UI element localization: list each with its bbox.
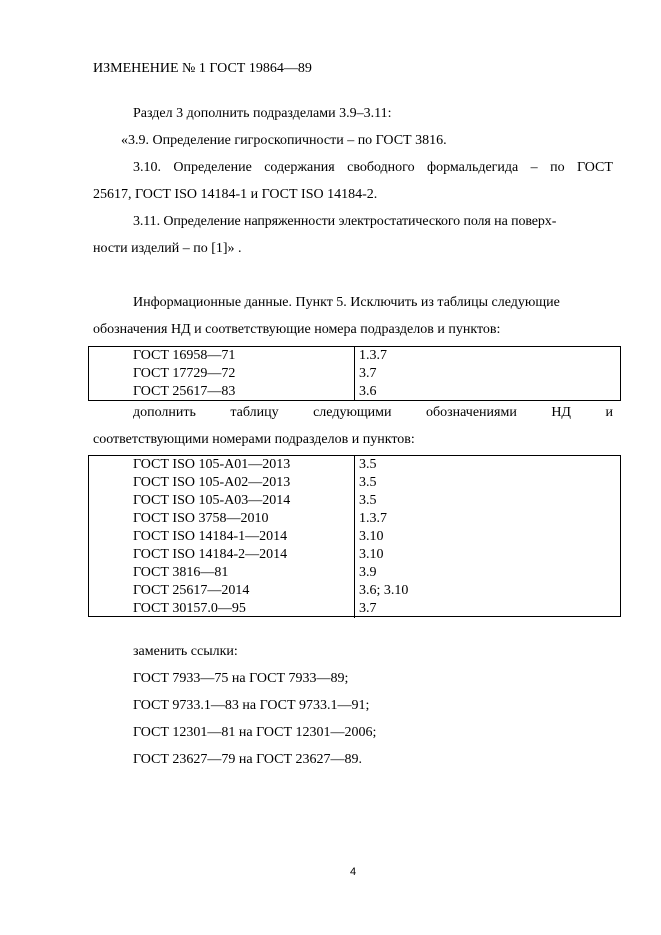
nd-cell: ГОСТ 25617—83	[88, 383, 355, 401]
add-line2: соответствующими номерами подразделов и пунктов:	[93, 432, 415, 447]
word: таблицу	[230, 405, 279, 420]
ref-cell: 3.7	[359, 366, 377, 381]
table-row	[88, 492, 621, 510]
word: Определение	[173, 160, 252, 175]
ref-cell: 3.7	[359, 601, 377, 616]
word: свободного	[347, 160, 415, 175]
word: 3.10.	[133, 160, 161, 175]
table-row	[88, 564, 621, 582]
nd-cell: ГОСТ 30157.0—95	[88, 600, 355, 618]
document-header: ИЗМЕНЕНИЕ № 1 ГОСТ 19864—89	[93, 61, 312, 76]
word: НД	[551, 405, 571, 420]
word: по	[550, 160, 565, 175]
word: и	[605, 405, 613, 420]
ref-cell: 1.3.7	[359, 511, 387, 526]
replace-item: ГОСТ 12301—81 на ГОСТ 12301—2006;	[133, 725, 377, 740]
replace-item: ГОСТ 23627—79 на ГОСТ 23627—89.	[133, 752, 363, 767]
replace-title: заменить ссылки:	[133, 644, 238, 659]
ref-cell: 3.10	[359, 529, 384, 544]
table-remove	[88, 347, 621, 401]
nd-cell: ГОСТ 3816—81	[88, 564, 355, 582]
word: содержания	[264, 160, 335, 175]
table-row	[88, 528, 621, 546]
ref-cell: 3.6; 3.10	[359, 583, 409, 598]
add-line1	[133, 404, 613, 422]
page-number: 4	[350, 866, 357, 878]
table-row	[88, 600, 621, 618]
item-3-11-line2: ности изделий – по [1]» .	[93, 241, 242, 256]
table-row	[88, 365, 621, 383]
word: –	[530, 160, 538, 175]
item-3-10-line2: 25617, ГОСТ ISO 14184-1 и ГОСТ ISO 14184-2.	[93, 187, 378, 202]
table-row	[88, 582, 621, 600]
ref-cell: 3.6	[359, 384, 377, 399]
nd-cell: ГОСТ ISO 105-A01—2013	[88, 456, 355, 474]
word: ГОСТ	[577, 160, 613, 175]
ref-cell: 3.5	[359, 457, 377, 472]
table-row	[88, 474, 621, 492]
info-line2: обозначения НД и соответствующие номера подразделов и пунктов:	[93, 322, 501, 337]
word: обозначениями	[426, 405, 517, 420]
nd-cell: ГОСТ 16958—71	[88, 347, 355, 365]
table-row	[88, 510, 621, 528]
nd-cell: ГОСТ ISO 14184-1—2014	[88, 528, 355, 546]
nd-cell: ГОСТ ISO 105-A02—2013	[88, 474, 355, 492]
ref-cell: 1.3.7	[359, 348, 387, 363]
ref-cell: 3.10	[359, 547, 384, 562]
nd-cell: ГОСТ 17729—72	[88, 365, 355, 383]
item-3-9: «3.9. Определение гигроскопичности – по ГОСТ 3816.	[121, 133, 447, 148]
section3-intro: Раздел 3 дополнить подразделами 3.9–3.11:	[133, 106, 392, 121]
table-row	[88, 456, 621, 474]
table-row	[88, 546, 621, 564]
ref-cell: 3.9	[359, 565, 377, 580]
table-row	[88, 383, 621, 401]
table-add	[88, 456, 621, 618]
nd-cell: ГОСТ ISO 14184-2—2014	[88, 546, 355, 564]
item-3-11-line1: 3.11. Определение напряженности электростатического поля на поверх-	[133, 214, 557, 229]
word: дополнить	[133, 405, 196, 420]
ref-cell: 3.5	[359, 493, 377, 508]
replace-item: ГОСТ 9733.1—83 на ГОСТ 9733.1—91;	[133, 698, 370, 713]
info-line1: Информационные данные. Пункт 5. Исключить из таблицы следующие	[133, 295, 560, 310]
word: следующими	[313, 405, 392, 420]
word: формальдегида	[427, 160, 519, 175]
nd-cell: ГОСТ 25617—2014	[88, 582, 355, 600]
item-3-10-line1	[133, 159, 613, 177]
table-row	[88, 347, 621, 365]
replace-item: ГОСТ 7933—75 на ГОСТ 7933—89;	[133, 671, 349, 686]
nd-cell: ГОСТ ISO 3758—2010	[88, 510, 355, 528]
nd-cell: ГОСТ ISO 105-A03—2014	[88, 492, 355, 510]
ref-cell: 3.5	[359, 475, 377, 490]
